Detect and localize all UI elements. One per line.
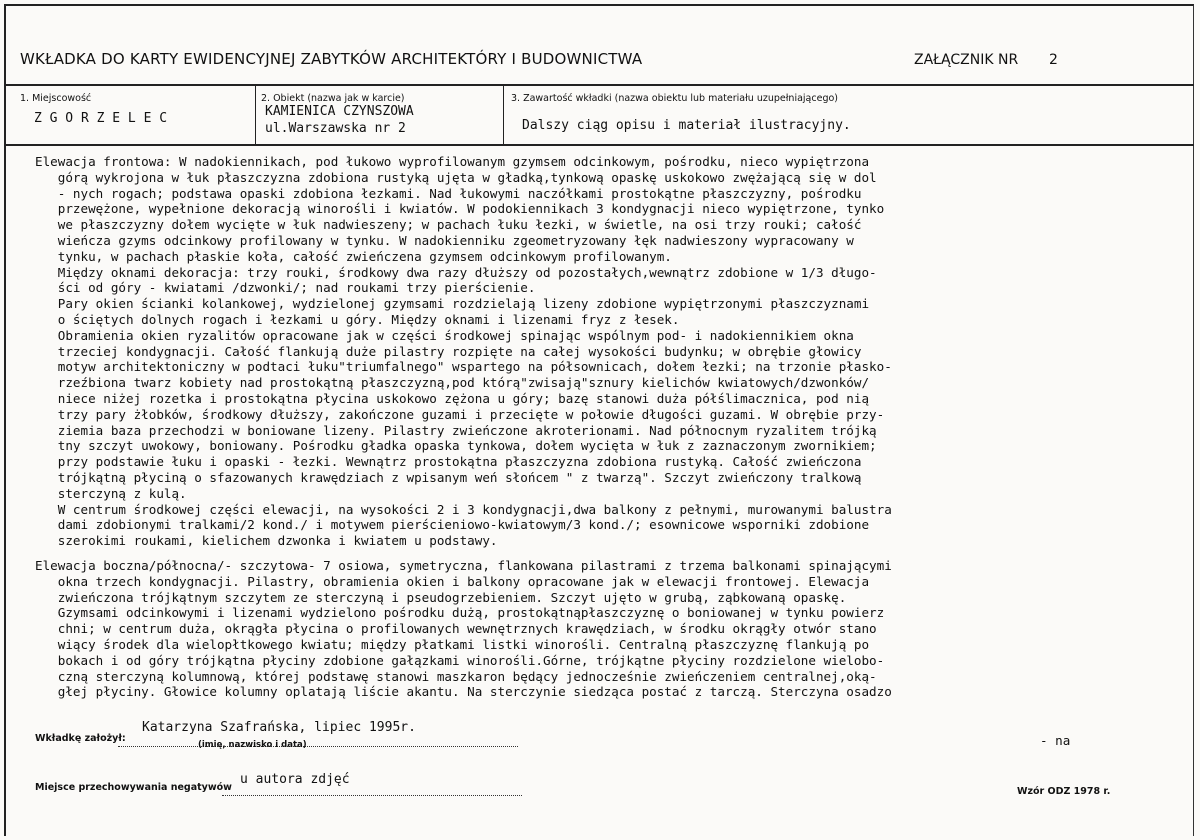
text-line: wieńcza gzyms odcinkowy profilowany w tynku. W nadokienniku zgeometryzowany łęk nadwieszony wypracowany w [35, 232, 854, 248]
content-label: 3. Zawartość wkładki (nazwa obiektu lub materiału uzupełniającego) [511, 93, 838, 104]
author-dotted-line [118, 746, 518, 747]
text-line: o ściętych dolnych rogach i łezkami u góry. Między oknami i lizenami fryz z łesek. [35, 311, 680, 327]
annex-label: ZAŁĄCZNIK NR [914, 52, 1019, 68]
text-line: Gzymsami odcinkowymi i lizenami wydzielono pośrodku dużą, prostokątnąpłaszczyznę o boniowanej w tynku powierz [35, 605, 885, 621]
field-divider-1 [255, 85, 256, 144]
object-label: 2. Obiekt (nazwa jak w karcie) [261, 93, 405, 104]
negatives-label: Miejsce przechowywania negatywów [35, 782, 232, 793]
text-line: szerokimi roukami, kielichem dzwonka i kwiatem u podstawy. [35, 533, 498, 549]
negatives-dotted-line [222, 795, 522, 796]
text-line: niece niżej rozetka i prostokątna płycina uskokowo zężona u góry; bazę stanowi duża półślimacznica, pod nią [35, 390, 870, 406]
text-line: chni; w centrum duża, okrągła płycina o profilowanych wewnętrznych krawędziach, w środku okrągły otwór stano [35, 621, 877, 637]
text-line: - nych rogach; podstawa opaski zdobiona łezkami. Nad łukowymi naczółkami prostokątne płaszczyzny, pośrodku [35, 185, 862, 201]
text-line: tynku, w pachach płaskie koła, całość zwieńczena gzymsem odcinkowym profilowanym. [35, 248, 672, 264]
text-line: Między oknami dekoracja: trzy rouki, środkowy dwa razy dłuższy od pozostałych,wewnątrz zdobione w 1/3 długo- [35, 264, 877, 280]
text-line: czną sterczyną kolumnową, której podstawę stanowi maszkaron będący jednocześnie zwieńczeniem centralnej,oką- [35, 668, 877, 684]
continuation-mark: - na [1040, 733, 1071, 748]
text-line: wiący środek dla wielopłtkowego kwiatu; między płatkami listki winorośli. Centralną płaszczyznę flankują po [35, 636, 870, 652]
facade-front-paragraph [35, 154, 1165, 549]
text-line: przewężone, wypełnione dekoracją winorośli i kwiatów. W podokiennikach 3 kondygnacji nieco wypiętrzone, tynko [35, 201, 885, 217]
author-value: Katarzyna Szafrańska, lipiec 1995r. [142, 720, 416, 735]
text-line: okna trzech kondygnacji. Pilastry, obramienia okien i balkony opracowane jak w elewacji frontowej. Elewacja [35, 573, 870, 589]
text-line: przy podstawie łuku i opaski - łezki. Wewnątrz prostokątna płaszczyzna zdobiona rustyką. Całość zwieńczona [35, 454, 862, 470]
object-address: ul.Warszawska nr 2 [265, 121, 406, 136]
form-model: Wzór ODZ 1978 r. [1017, 786, 1111, 797]
text-line: górą wykrojona w łuk płaszczyzna zdobiona rustyką ujęta w gładką,tynkową opaskę uskokowo zwężającą się w dol [35, 169, 877, 185]
fields-divider [4, 144, 1194, 146]
text-line: we płaszczyzny dołem wycięte w łuk nadwieszeny; w pachach łuku łezki, w świetle, na osi trzy rouki; całość [35, 217, 862, 233]
text-line: ziemia baza przechodzi w boniowane lizeny. Pilastry zwieńczone akroterionami. Nad północnym ryzalitem trójką [35, 422, 877, 438]
annex-number: 2 [1049, 52, 1058, 68]
text-line: trzeciej kondygnacji. Całość flankują duże pilastry rozpięte na całej wysokości budynku; w obrębie głowicy [35, 343, 862, 359]
text-line: W centrum środkowej części elewacji, na wysokości 2 i 3 kondygnacji,dwa balkony z pełnymi, murowanymi balustra [35, 501, 892, 517]
text-line: zwieńczona trójkątnym szczytem ze sterczyną i pseudogrzebieniem. Szczyt ujęto w grubą, ząbkowaną opaskę. [35, 589, 847, 605]
text-line: motyw architektoniczny w podtaci łuku"triumfalnego" wspartego na półsownicach, dołem łezki; na trzonie płasko- [35, 359, 892, 375]
author-label: Wkładkę założył: [35, 733, 126, 744]
place-value: Z G O R Z E L E C [34, 111, 168, 126]
text-line: sterczyną z kulą. [35, 485, 187, 501]
text-line: głej płyciny. Głowice kolumny oplatają liście akantu. Na sterczynie siedząca postać z tarczą. Sterczyna osadzo [35, 684, 892, 700]
text-line: rzeźbiona twarz kobiety nad prostokątną płaszczyzną,pod którą"zwisają"sznury kielichów kwiatowych/dzwonków/ [35, 375, 870, 391]
place-label: 1. Miejscowość [20, 93, 92, 104]
text-line: Elewacja frontowa: W nadokiennikach, pod łukowo wyprofilowanym gzymsem odcinkowym, pośrodku, nieco wypiętrzona [35, 154, 870, 169]
text-line: tny szczyt uwokowy, boniowany. Pośrodku gładka opaska tynkowa, dołem wycięta w łuk z zaznaczonym zwornikiem; [35, 438, 877, 454]
field-divider-2 [503, 85, 504, 144]
facade-side-paragraph [35, 558, 1165, 700]
text-line: trzy pary żłobków, środkowy dłuższy, zakończone guzami i przecięte w połowie długości guzami. W obrębie przy- [35, 406, 885, 422]
object-name: KAMIENICA CZYNSZOWA [265, 104, 414, 119]
text-line: bokach i od góry trójkątna płyciny zdobione gałązkami winorośli.Górne, trójkątne płyciny rozdzielone wielobo- [35, 652, 885, 668]
header-divider [4, 84, 1194, 86]
text-line: dami zdobionymi tralkami/2 kond./ i motywem pierścieniowo-kwiatowym/3 kond./; esownicowe wsporniki zdobione [35, 517, 870, 533]
text-line: Pary okien ścianki kolankowej, wydzielonej gzymsami rozdzielają lizeny zdobione wypiętrzonymi płaszczyznami [35, 296, 870, 312]
negatives-value: u autora zdjęć [240, 772, 350, 787]
content-value: Dalszy ciąg opisu i materiał ilustracyjny. [522, 118, 851, 133]
form-title: WKŁADKA DO KARTY EWIDENCYJNEJ ZABYTKÓW ARCHITEKTÓRY I BUDOWNICTWA [20, 50, 643, 68]
text-line: trójkątną płyciną o sfazowanych krawędziach z wpisanym weń słońcem " z twarzą". Szczyt zwieńczony tralkową [35, 469, 862, 485]
author-caption: (imię, nazwisko i data) [198, 740, 307, 750]
text-line: ści od góry - kwiatami /dzwonki/; nad roukami trzy pierścienie. [35, 280, 536, 296]
text-line: Elewacja boczna/północna/- szczytowa- 7 osiowa, symetryczna, flankowana pilastrami z trzema balkonami spinającymi [35, 557, 892, 573]
description-text [35, 154, 1165, 700]
text-line: Obramienia okien ryzalitów opracowane jak w części środkowej spinając wspólnym pod- i nadokiennikiem okna [35, 327, 854, 343]
